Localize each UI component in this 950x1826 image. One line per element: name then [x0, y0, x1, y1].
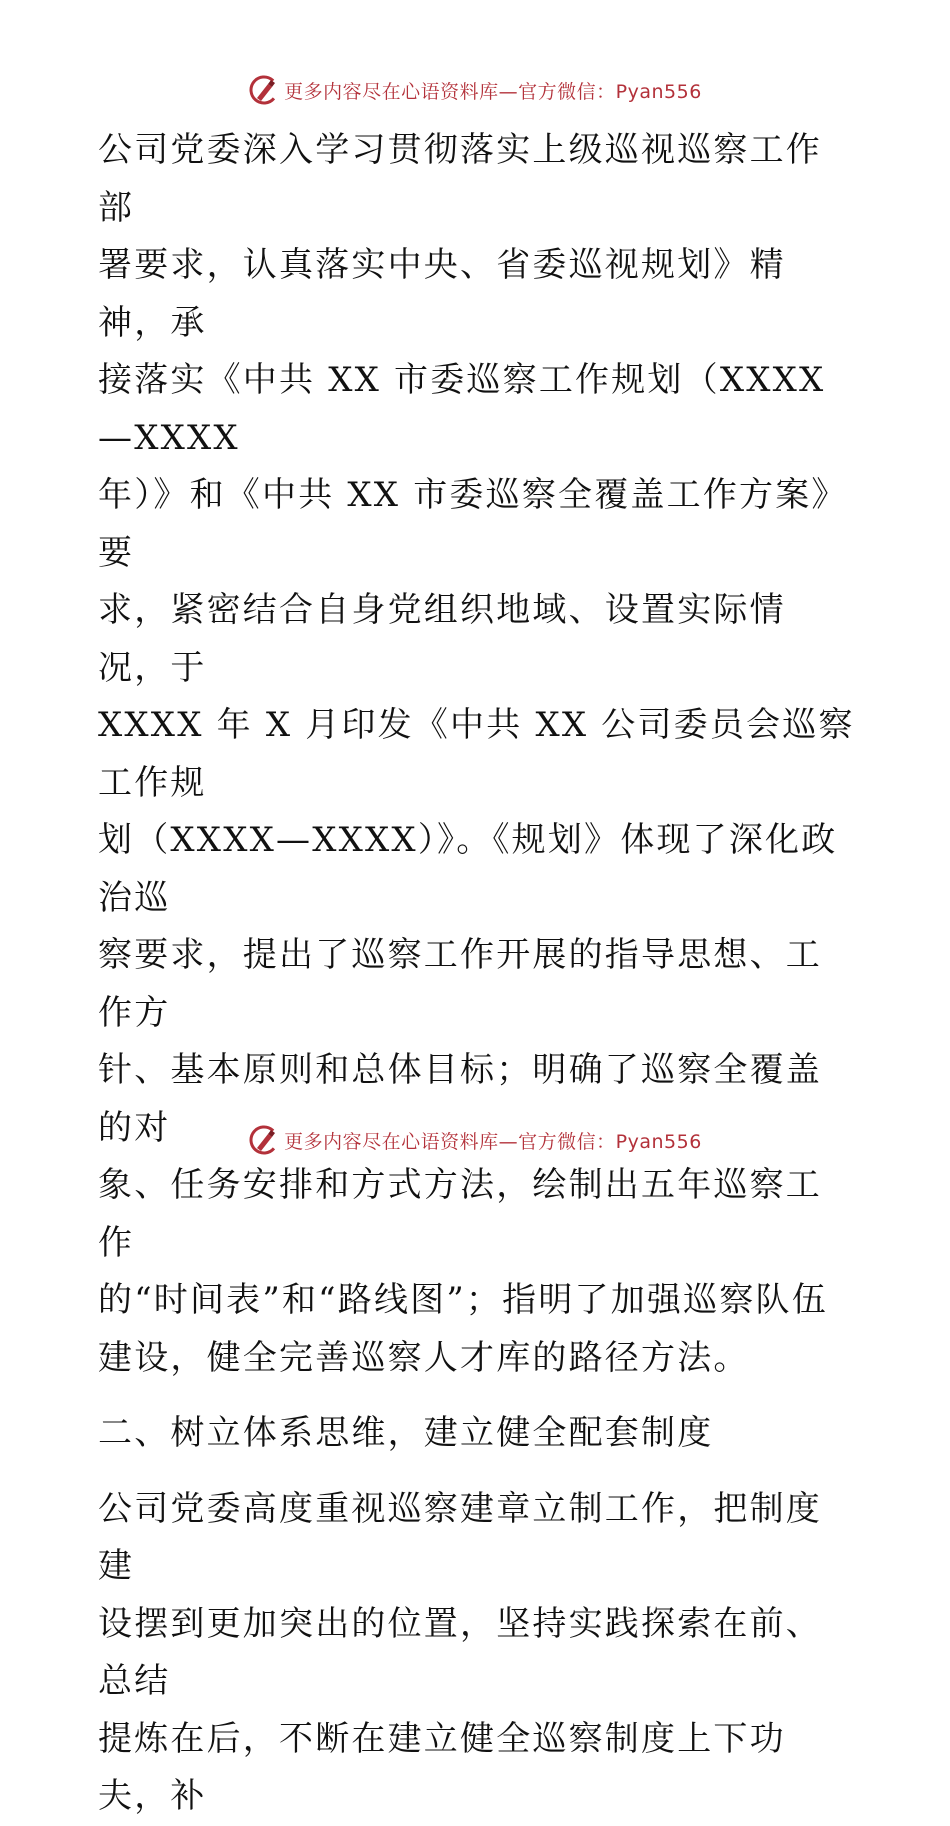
body-paragraph: 公司党委高度重视巡察建章立制工作，把制度建 设摆到更加突出的位置，坚持实践探索在前、总结 提炼在后，不断在建立健全巡察制度上下功夫，补	[98, 1488, 822, 1816]
document-body	[98, 122, 858, 1826]
header-watermark	[0, 74, 950, 106]
pen-logo-icon	[248, 74, 280, 106]
footer-watermark	[0, 1124, 950, 1156]
watermark-text: 更多内容尽在心语资料库—官方微信：Pyan556	[284, 1130, 702, 1153]
body-paragraph: 公司党委深入学习贯彻落实上级巡视巡察工作部 署要求，认真落实中央、省委巡视规划》精神，承 接落实《中共 XX 市委巡察工作规划（XXXX—XXXX 年）》和《中共 XX 市委巡察全覆盖工作方案》要 求，紧密结合自身党组织地域、设置实际情况，于 XXXX 年 X 月印发《中共 XX 公司委员会巡察工作规 划（XXXX—XXXX）》。《规划》体现了深化政治巡 察要求，提出了巡察工作开展的指导思想、工作方 针、基本原则和总体目标；明确了巡察全覆盖的对 象、任务安排和方式方法，绘制出五年巡察工作 的“时间表”和“路线图”；指明了加强巡察队伍 建设，健全完善巡察人才库的路径方法。	[98, 130, 855, 1378]
section-heading: 二、树立体系思维，建立健全配套制度	[98, 1413, 714, 1453]
watermark-text: 更多内容尽在心语资料库—官方微信：Pyan556	[284, 80, 702, 103]
pen-logo-icon	[248, 1124, 280, 1156]
